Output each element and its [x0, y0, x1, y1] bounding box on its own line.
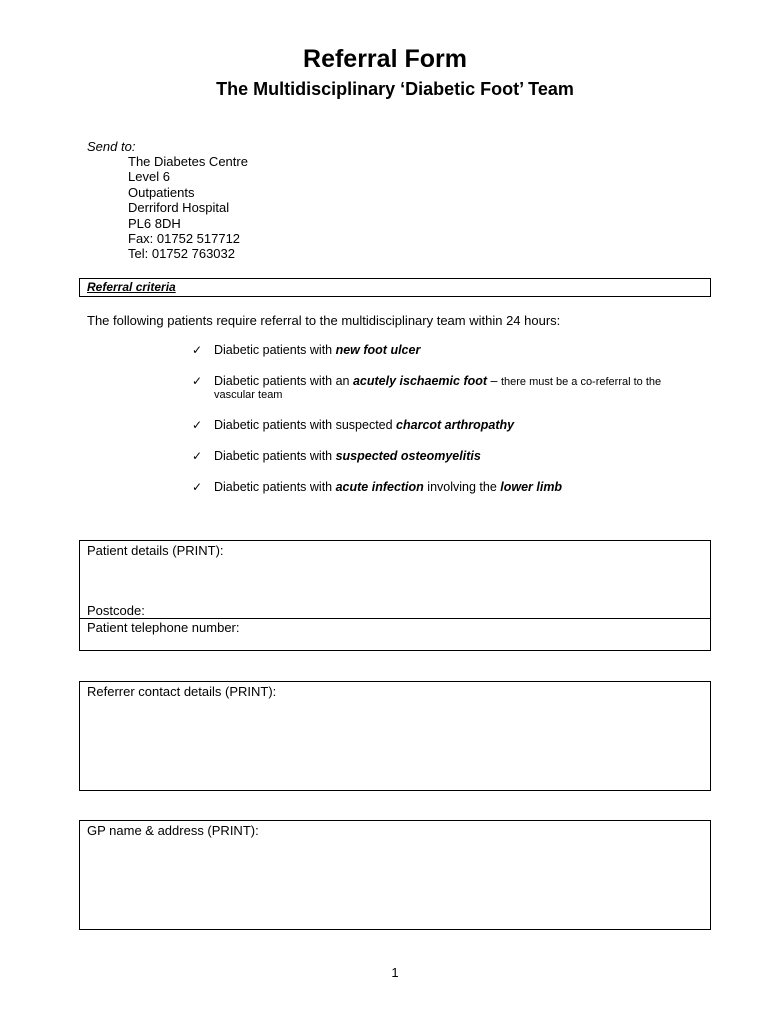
check-icon: ✓: [192, 480, 203, 494]
postcode-label: Postcode:: [87, 603, 145, 618]
check-icon: ✓: [192, 418, 203, 432]
gp-details-label: GP name & address (PRINT):: [87, 823, 259, 838]
address-line: PL6 8DH: [128, 215, 181, 231]
referrer-contact-label: Referrer contact details (PRINT):: [87, 684, 277, 699]
page-title: Referral Form: [303, 45, 467, 73]
address-line: Fax: 01752 517712: [128, 231, 241, 247]
address-line: Outpatients: [128, 184, 195, 200]
address-line: The Diabetes Centre: [128, 154, 248, 169]
address-line: Tel: 01752 763032: [128, 246, 235, 262]
send-to-label: Send to:: [87, 139, 136, 154]
patient-telephone-label: Patient telephone number:: [87, 620, 240, 635]
check-icon: ✓: [192, 374, 203, 388]
criteria-intro: The following patients require referral to the multidisciplinary team within 24 hours:: [87, 313, 561, 328]
address-line: Level 6: [128, 169, 170, 185]
check-icon: ✓: [192, 449, 203, 463]
address-line: Derriford Hospital: [128, 200, 230, 216]
check-icon: ✓: [192, 343, 203, 357]
patient-details-label: Patient details (PRINT):: [87, 543, 224, 558]
send-to-address: [128, 154, 248, 262]
referral-criteria-heading: Referral criteria: [87, 280, 176, 294]
page-number: 1: [391, 965, 399, 980]
page-subtitle: The Multidisciplinary ‘Diabetic Foot’ Team: [216, 79, 574, 99]
